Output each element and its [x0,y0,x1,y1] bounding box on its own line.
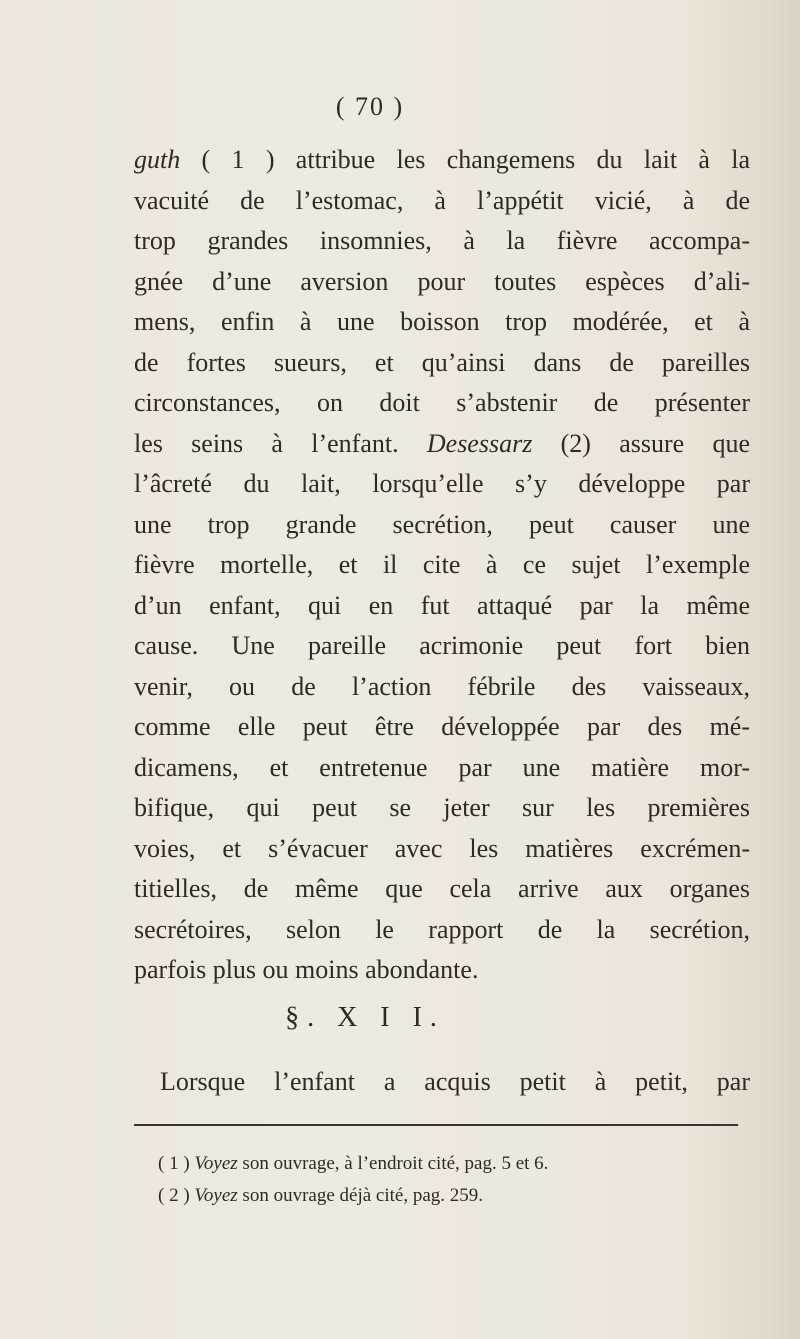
paragraph-line [134,424,750,465]
footnote-text: son ouvrage déjà cité, pag. 259. [237,1185,484,1206]
page-number: ( 70 ) [335,92,405,121]
footnotes [158,1148,750,1212]
footnote-italic: Voyez [194,1185,238,1206]
paragraph-line: comme elle peut être développée par des mé- [134,712,750,741]
section-heading: §. X I I. [285,1002,445,1033]
paragraph-line: mens, enfin à une boisson trop modérée, et à [134,307,750,336]
paragraph-line: une trop grande secrétion, peut causer une [134,509,750,539]
author-name-guth: guth [134,145,181,174]
footnote-marker: ( 2 ) [158,1185,190,1206]
paragraph-line: venir, ou de l’action fébrile des vaisseaux, [134,671,750,701]
paragraph-line: circonstances, on doit s’abstenir de présenter [134,388,750,417]
paragraph-line: l’âcreté du lait, lorsqu’elle s’y développe par [134,469,750,498]
footnote-2 [158,1180,750,1212]
paragraph-line: vacuité de l’estomac, à l’appétit vicié, à de [134,185,750,215]
paragraph-line: trop grandes insomnies, à la fièvre accompa- [134,226,750,255]
line-text: ( 1 ) attribue les changemens du lait à la [180,145,750,174]
line-text: les seins à l’enfant. [134,428,427,458]
paragraph-line: cause. Une pareille acrimonie peut fort bien [134,631,750,660]
paragraph-line: de fortes sueurs, et qu’ainsi dans de pareilles [134,347,750,377]
paragraph-line [134,140,750,181]
paragraph-line: titielles, de même que cela arrive aux organes [134,874,750,903]
author-name-desessarz: Desessarz [426,428,533,458]
paragraph-line: secrétoires, selon le rapport de la secrétion, [134,914,750,944]
footnote-italic: Voyez [194,1153,238,1174]
paragraph-line: gnée d’une aversion pour toutes espèces d’ali- [134,266,750,296]
paragraph-line: d’un enfant, qui en fut attaqué par la même [134,590,750,620]
footnote-text: son ouvrage, à l’endroit cité, pag. 5 et 6. [237,1153,549,1174]
footnote-1 [158,1148,750,1180]
footnote-marker: ( 1 ) [158,1153,190,1174]
paragraph-line: fièvre mortelle, et il cite à ce sujet l’exemple [134,550,750,579]
paragraph-line: parfois plus ou moins abondante. [134,955,479,984]
line-text: (2) assure que [532,428,750,458]
next-paragraph-start: Lorsque l’enfant a acquis petit à petit, par [160,1067,750,1096]
footnote-divider [134,1124,738,1126]
paragraph-line: voies, et s’évacuer avec les matières excrémen- [134,833,750,863]
paragraph-line: bifique, qui peut se jeter sur les premières [134,793,750,822]
main-paragraph [134,140,750,991]
paragraph-line: dicamens, et entretenue par une matière mor- [134,752,750,782]
